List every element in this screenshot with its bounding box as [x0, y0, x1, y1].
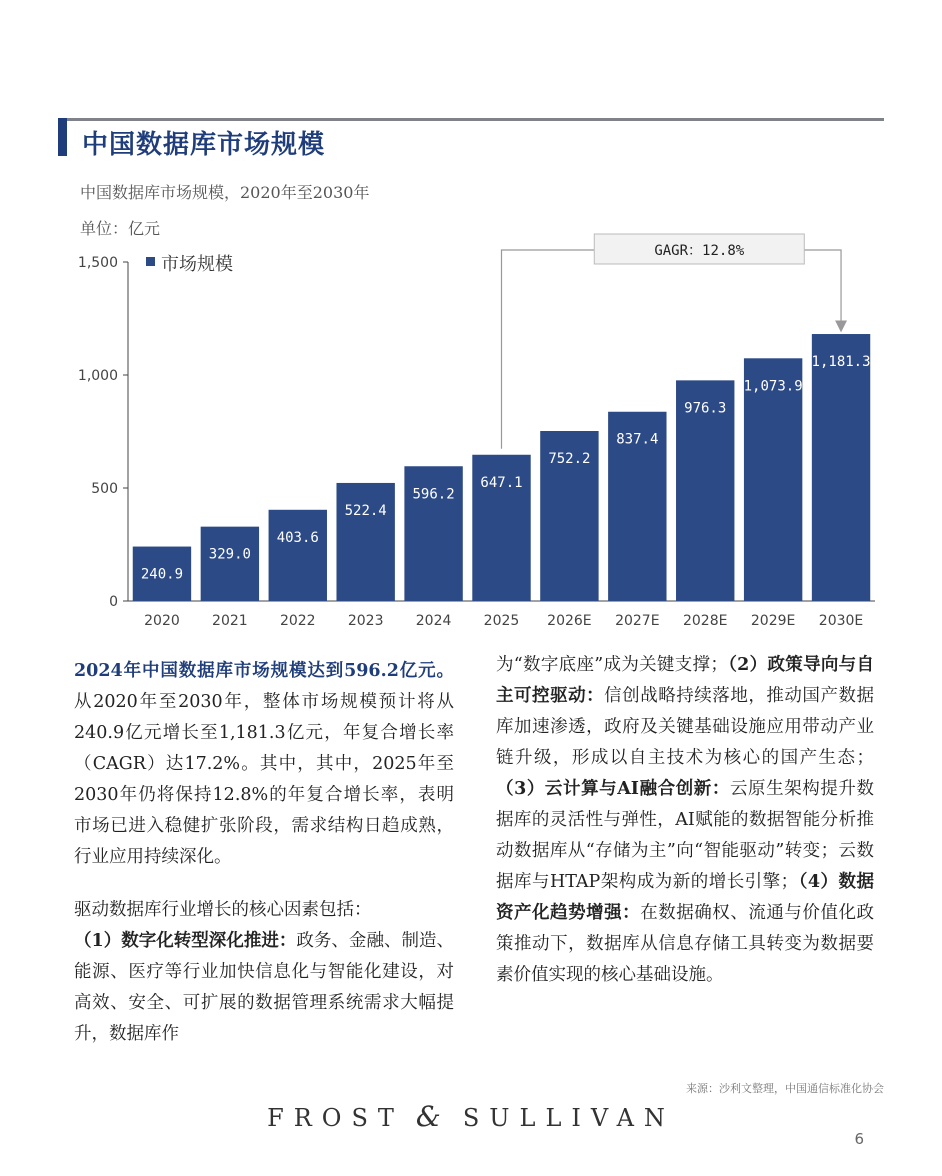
driver-4-text: 在数据确权、流通与价值化政策推动下，数据库从信息存储工具转变为数据要素价值实现的核心基础设施。 [496, 903, 875, 985]
driver-3-text: 云原生架构提升数据库的灵活性与弹性，AI赋能的数据智能分析推动数据库从“存储为主”向“智能驱动”转变；云数据库与HTAP架构成为新的增长引擎； [496, 779, 875, 892]
chart-subtitle: 中国数据库市场规模，2020年至2030年 [80, 183, 370, 202]
bar-2022 [269, 510, 327, 601]
logo-ampersand: & [415, 1100, 451, 1133]
x-tick-label: 2025 [483, 613, 520, 629]
title-accent-bar [58, 118, 67, 156]
driver-4-heading: 数据资产化趋势增强： [496, 872, 874, 923]
driver-3-num: （3） [496, 779, 545, 799]
bar-2021 [201, 527, 259, 601]
left-paragraph-2: 驱动数据库行业增长的核心因素包括： [74, 900, 372, 920]
left-paragraph-1-text: 从2020年至2030年，整体市场规模预计将从240.9亿元增长至1,181.3亿元，年复合增长率（CAGR）达17.2%。其中，其中，2025年至2030年仍将保持12.8%的年复合增长率，表明市场已进入稳健扩张阶段，需求结构日趋成熟，行业应用持续深化。 [74, 692, 454, 867]
bar-value-label: 837.4 [616, 431, 659, 448]
y-tick-label: 1,000 [77, 368, 118, 384]
bar-value-label: 240.9 [140, 566, 184, 583]
left-paragraph-1 [74, 656, 454, 873]
lead-sentence: 2024年中国数据库市场规模达到596.2亿元。 [74, 661, 454, 681]
bar-value-label: 329.0 [208, 546, 251, 563]
driver-2-text: 信创战略持续落地，推动国产数据库加速渗透，政府及关键基础设施应用带动产业链升级，形成以自主技术为核心的国产生态； [496, 686, 875, 768]
bar-value-label: 596.2 [412, 486, 455, 503]
bar-value-label: 647.1 [480, 474, 523, 491]
driver-1-text: 政务、金融、制造、能源、医疗等行业加快信息化与智能化建设，对高效、安全、可扩展的数据管理系统需求大幅提升，数据库作 [74, 931, 455, 1044]
bar-value-label: 1,073.9 [743, 378, 803, 395]
bar-value-label: 976.3 [684, 400, 727, 417]
x-tick-label: 2029E [750, 613, 796, 629]
bar-2023 [336, 483, 394, 601]
page-number: 6 [854, 1130, 864, 1148]
y-tick-label: 500 [91, 481, 118, 497]
logo-sullivan: SULLIVAN [462, 1104, 675, 1132]
frost-sullivan-logo [0, 1100, 942, 1133]
driver-2-num: （2） [727, 655, 768, 675]
right-paragraph [496, 650, 874, 991]
driver-1-heading: 数字化转型深化推进： [121, 931, 297, 951]
x-tick-label: 2030E [818, 613, 864, 629]
bar-value-label: 1,181.3 [811, 354, 871, 371]
logo-frost: FROST [267, 1104, 404, 1132]
x-tick-label: 2024 [415, 613, 452, 629]
x-tick-label: 2026E [547, 613, 592, 629]
legend-label: 市场规模 [161, 254, 233, 275]
bar-2030E [812, 334, 870, 601]
bar-value-label: 403.6 [276, 529, 319, 546]
y-tick-label: 1,500 [77, 255, 118, 271]
y-tick-label: 0 [109, 594, 118, 610]
driver-1-num: （1） [74, 931, 122, 951]
driver-1 [74, 926, 454, 1050]
bar-2029E [744, 358, 802, 601]
cagr-label: GAGR：12.8% [654, 243, 745, 259]
driver-1-continued: 为“数字底座”成为关键支撑； [496, 655, 728, 675]
left-column [74, 656, 454, 1050]
chart-unit: 单位：亿元 [80, 219, 161, 238]
legend-swatch [146, 257, 155, 266]
x-tick-label: 2020 [144, 613, 180, 629]
bar-value-label: 522.4 [344, 502, 387, 519]
x-tick-label: 2027E [615, 613, 660, 629]
bar-value-label: 752.2 [548, 451, 591, 468]
page-title: 中国数据库市场规模 [82, 130, 326, 160]
x-tick-label: 2023 [347, 613, 384, 629]
driver-3-heading: 云计算与AI融合创新： [544, 779, 730, 799]
driver-4-num: （4） [798, 872, 839, 892]
x-tick-label: 2022 [279, 613, 316, 629]
source-note: 来源：沙利文整理，中国通信标准化协会 [686, 1082, 884, 1095]
right-column [496, 650, 874, 991]
x-tick-label: 2028E [682, 613, 728, 629]
driver-2-heading: 政策导向与自主可控驱动： [496, 655, 874, 706]
x-tick-label: 2021 [212, 613, 248, 629]
header-rule [58, 118, 884, 121]
bar-chart [0, 230, 942, 640]
